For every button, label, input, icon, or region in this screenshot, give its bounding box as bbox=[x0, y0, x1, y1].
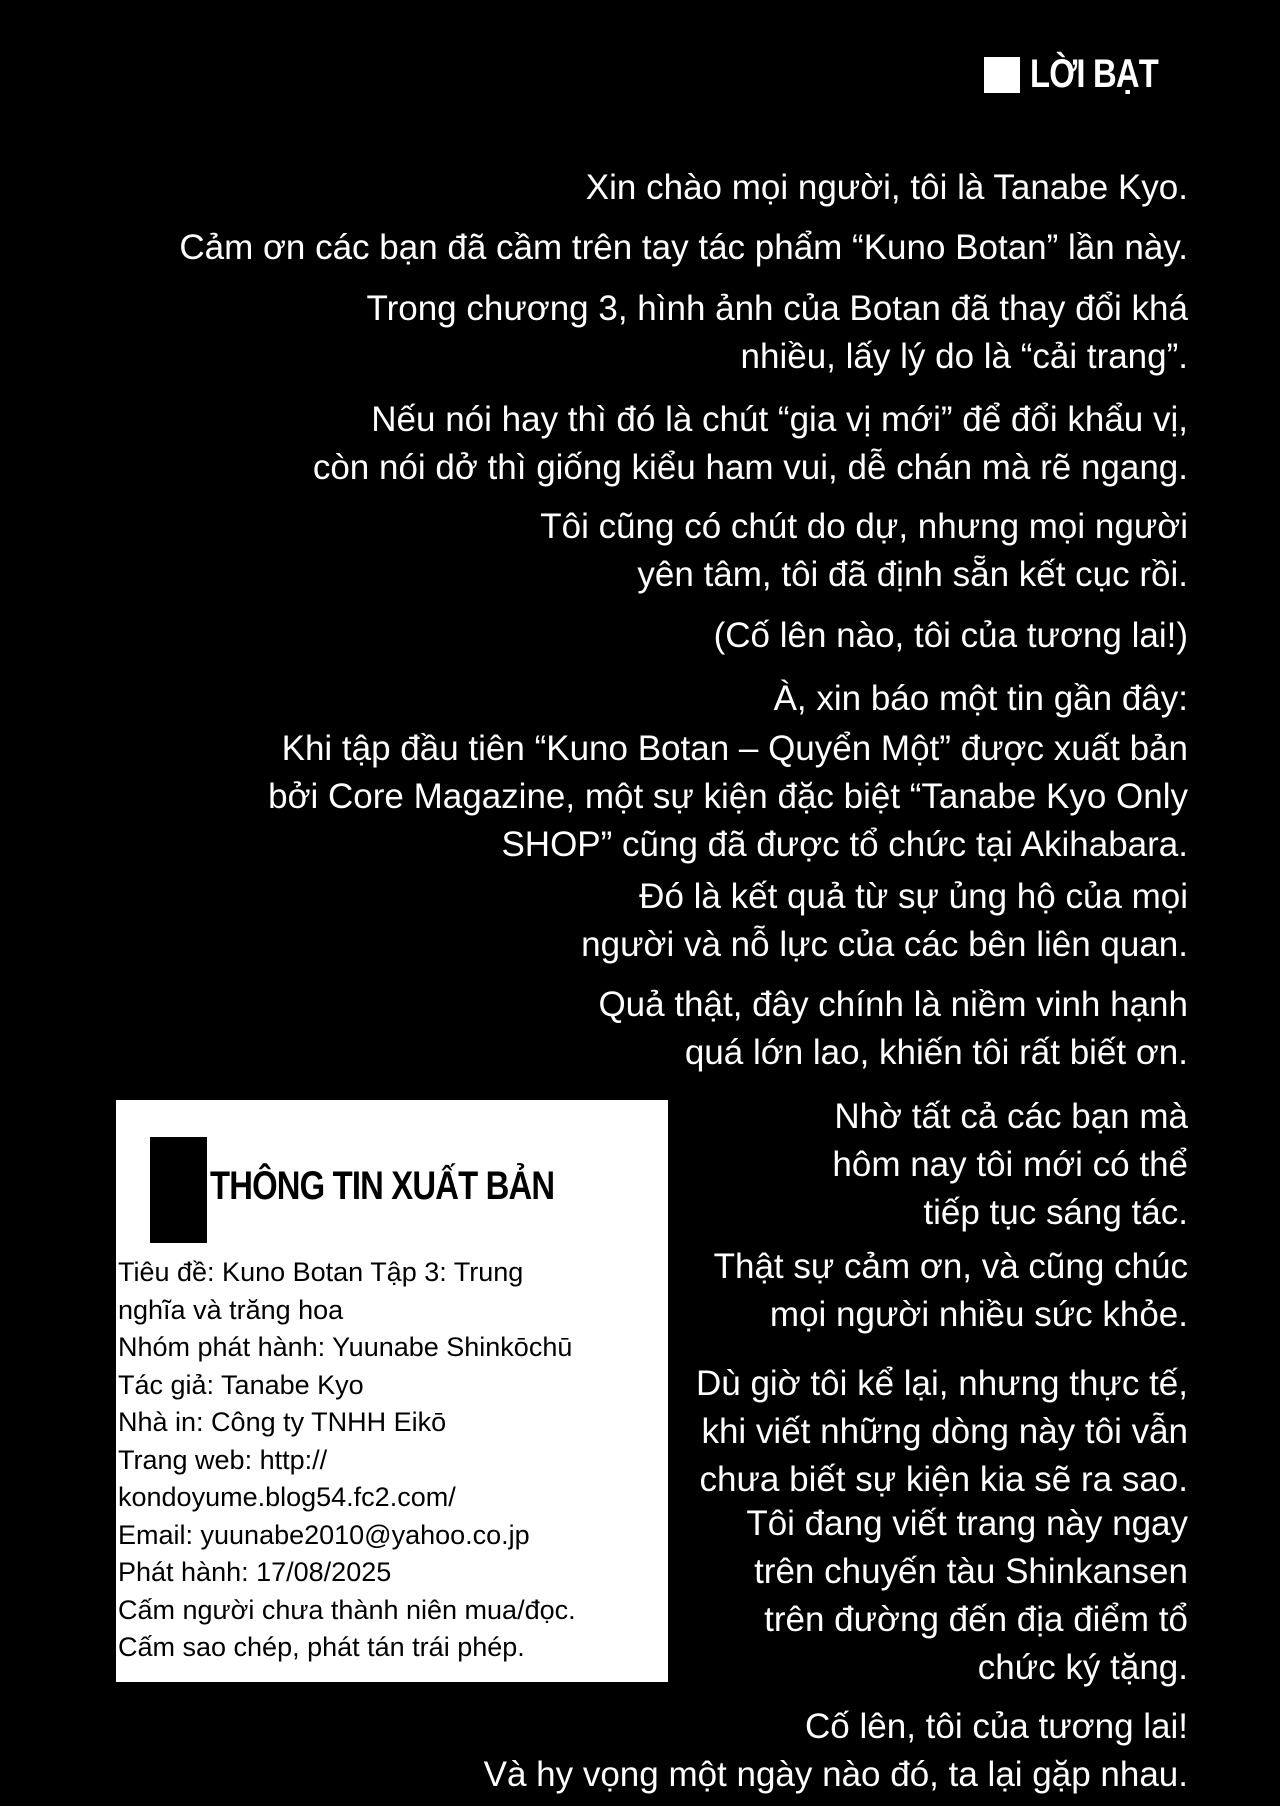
heading-title: LỜI BẠT bbox=[1030, 52, 1158, 96]
paragraph-line: Nhờ tất cả các bạn mà bbox=[834, 1097, 1188, 1136]
paragraph bbox=[540, 503, 1188, 599]
info-line: Tiêu đề: Kuno Botan Tập 3: Trung bbox=[118, 1257, 524, 1287]
paragraph bbox=[179, 224, 1188, 272]
paragraph bbox=[581, 873, 1188, 969]
paragraph-line: Trong chương 3, hình ảnh của Botan đã thay đổi khá bbox=[366, 289, 1188, 328]
paragraph-line: Cố lên, tôi của tương lai! bbox=[805, 1707, 1188, 1746]
paragraph bbox=[746, 1500, 1188, 1692]
paragraph bbox=[696, 1360, 1188, 1504]
info-line: Cấm người chưa thành niên mua/đọc. bbox=[118, 1594, 576, 1625]
paragraph-line: Thật sự cảm ơn, và cũng chúc bbox=[713, 1247, 1188, 1286]
paragraph bbox=[832, 1093, 1188, 1237]
paragraph bbox=[714, 612, 1188, 660]
paragraph-line: Tôi đang viết trang này ngay bbox=[746, 1504, 1188, 1543]
paragraph-line: Đó là kết quả từ sự ủng hộ của mọi bbox=[639, 877, 1188, 916]
paragraph bbox=[484, 1703, 1188, 1799]
paragraph-line: Tôi cũng có chút do dự, nhưng mọi người bbox=[540, 507, 1188, 546]
info-title: THÔNG TIN XUẤT BẢN bbox=[210, 1164, 555, 1208]
paragraph-line: yên tâm, tôi đã định sẵn kết cục rồi. bbox=[637, 555, 1188, 594]
paragraph-line: mọi người nhiều sức khỏe. bbox=[769, 1295, 1188, 1334]
paragraph-line: (Cố lên nào, tôi của tương lai!) bbox=[713, 616, 1188, 655]
paragraph-line: Cảm ơn các bạn đã cầm trên tay tác phẩm “Kuno Botan” lần này. bbox=[179, 228, 1188, 267]
info-title-marker bbox=[150, 1137, 207, 1243]
paragraph-line: tiếp tục sáng tác. bbox=[923, 1193, 1188, 1232]
paragraph-line: Quả thật, đây chính là niềm vinh hạnh bbox=[598, 985, 1188, 1024]
info-line: Trang web: http:// bbox=[118, 1444, 328, 1475]
paragraph-line: chức ký tặng. bbox=[977, 1648, 1188, 1687]
info-line: Nhà in: Công ty TNHH Eikō bbox=[118, 1407, 447, 1437]
publication-info-box bbox=[116, 1100, 668, 1682]
paragraph bbox=[586, 164, 1188, 212]
paragraph bbox=[313, 396, 1188, 492]
paragraph bbox=[774, 675, 1188, 723]
paragraph-line: bởi Core Magazine, một sự kiện đặc biệt “Tanabe Kyo Only bbox=[268, 777, 1188, 816]
info-line: Phát hành: 17/08/2025 bbox=[118, 1557, 392, 1587]
paragraph bbox=[268, 725, 1188, 869]
info-line: Cấm sao chép, phát tán trái phép. bbox=[118, 1632, 525, 1662]
paragraph-line: Và hy vọng một ngày nào đó, ta lại gặp nhau. bbox=[483, 1755, 1188, 1794]
paragraph-line: Nếu nói hay thì đó là chút “gia vị mới” để đổi khẩu vị, bbox=[371, 400, 1188, 439]
paragraph bbox=[714, 1243, 1188, 1339]
heading-square-marker bbox=[984, 57, 1020, 93]
info-line: nghĩa và trăng hoa bbox=[118, 1294, 344, 1325]
paragraph-line: Dù giờ tôi kể lại, nhưng thực tế, bbox=[696, 1364, 1188, 1403]
paragraph-line: Xin chào mọi người, tôi là Tanabe Kyo. bbox=[585, 168, 1188, 207]
paragraph-line: Khi tập đầu tiên “Kuno Botan – Quyển Một” được xuất bản bbox=[281, 729, 1188, 768]
paragraph-line: nhiều, lấy lý do là “cải trang”. bbox=[740, 337, 1188, 376]
paragraph-line: SHOP” cũng đã được tổ chức tại Akihabara. bbox=[501, 825, 1188, 864]
paragraph-line: trên chuyến tàu Shinkansen bbox=[754, 1552, 1188, 1591]
info-line: kondoyume.blog54.fc2.com/ bbox=[118, 1482, 456, 1512]
paragraph-line: trên đường đến địa điểm tổ bbox=[764, 1600, 1188, 1639]
paragraph-line: À, xin báo một tin gần đây: bbox=[773, 679, 1188, 718]
afterword-heading bbox=[984, 52, 1186, 97]
paragraph bbox=[598, 981, 1188, 1077]
paragraph-line: hôm nay tôi mới có thể bbox=[832, 1145, 1188, 1184]
paragraph-line: người và nỗ lực của các bên liên quan. bbox=[581, 925, 1188, 964]
paragraph bbox=[367, 285, 1188, 381]
paragraph-line: chưa biết sự kiện kia sẽ ra sao. bbox=[699, 1460, 1188, 1499]
paragraph-line: quá lớn lao, khiến tôi rất biết ơn. bbox=[684, 1033, 1188, 1072]
info-lines bbox=[118, 1254, 576, 1667]
info-line: Nhóm phát hành: Yuunabe Shinkōchū bbox=[118, 1332, 573, 1362]
info-line: Tác giả: Tanabe Kyo bbox=[118, 1369, 364, 1400]
paragraph-line: khi viết những dòng này tôi vẫn bbox=[701, 1412, 1188, 1451]
paragraph-line: còn nói dở thì giống kiểu ham vui, dễ chán mà rẽ ngang. bbox=[312, 448, 1188, 487]
info-line: Email: yuunabe2010@yahoo.co.jp bbox=[118, 1519, 530, 1550]
